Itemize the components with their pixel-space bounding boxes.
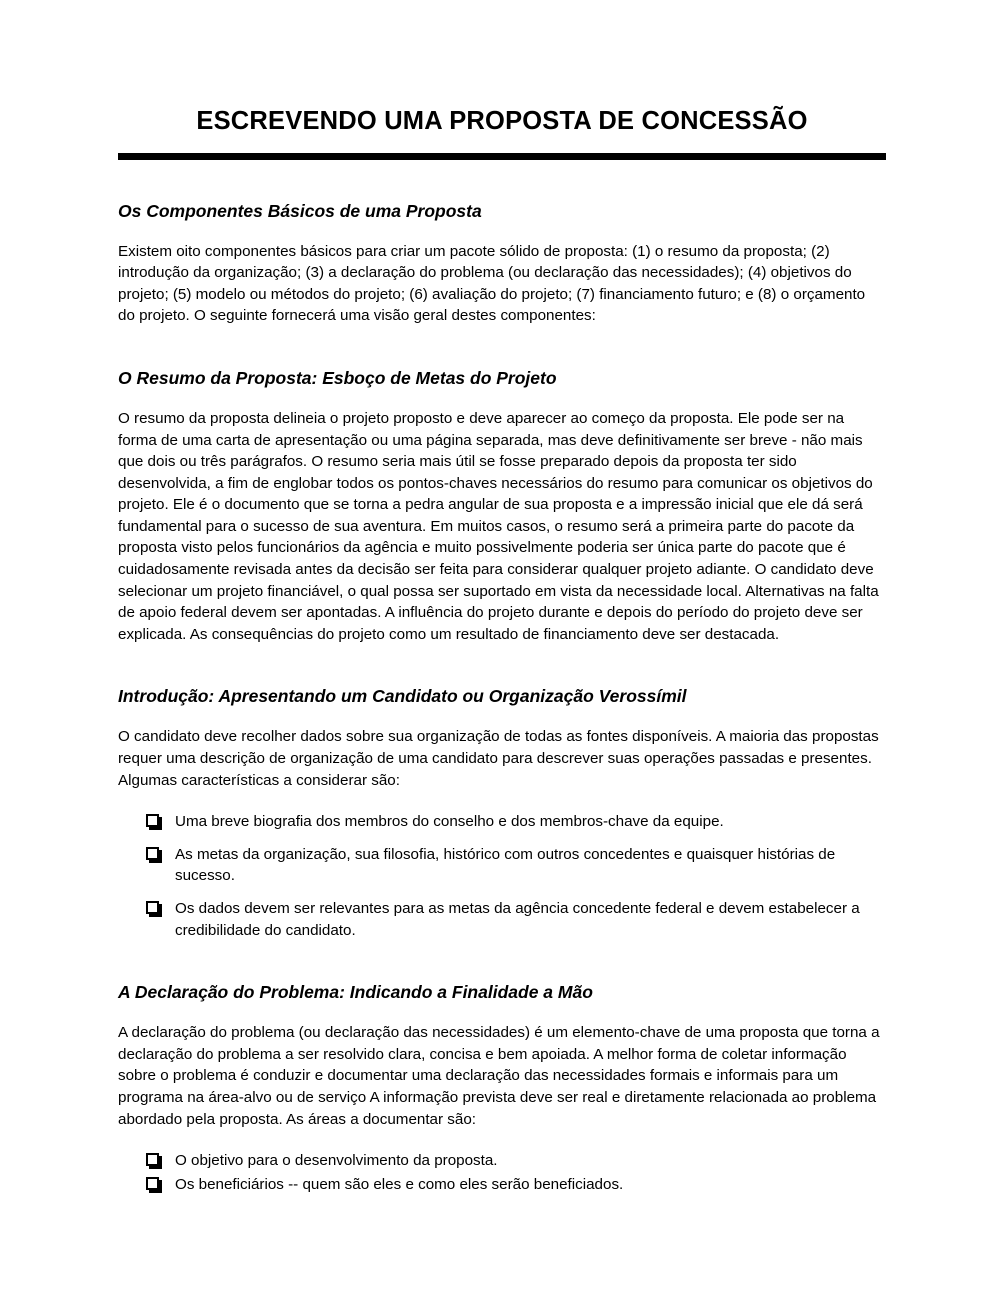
checkbox-icon bbox=[146, 1177, 159, 1190]
title-divider bbox=[118, 153, 886, 160]
bullet-list-introducao bbox=[118, 811, 886, 941]
spacer bbox=[118, 1003, 886, 1022]
list-item bbox=[118, 811, 886, 833]
section-paragraph-introducao: O candidato deve recolher dados sobre sua organização de todas as fontes disponíveis. A maioria das propostas requer uma descrição de organização de uma candidato para descrever suas operações passadas e presentes. Algumas características a considerar são: bbox=[118, 728, 879, 789]
list-item bbox=[118, 898, 886, 941]
checkbox-icon bbox=[146, 814, 159, 827]
list-item-label: As metas da organização, sua filosofia, histórico com outros concedentes e quaisquer histórias de sucesso. bbox=[175, 845, 836, 885]
list-item-label: Os dados devem ser relevantes para as metas da agência concedente federal e devem estabelecer a credibilidade do candidato. bbox=[175, 900, 860, 939]
spacer bbox=[118, 645, 886, 686]
spacer bbox=[118, 791, 886, 811]
list-item-label: Os beneficiários -- quem são eles e como eles serão beneficiados. bbox=[175, 1175, 624, 1193]
spacer bbox=[118, 160, 886, 201]
spacer bbox=[118, 941, 886, 982]
section-heading-componentes: Os Componentes Básicos de uma Proposta bbox=[118, 200, 482, 221]
list-item bbox=[118, 1150, 886, 1172]
checkbox-icon bbox=[146, 847, 159, 860]
section-paragraph-componentes: Existem oito componentes básicos para criar um pacote sólido de proposta: (1) o resumo da proposta; (2) introdução da organização; (3) a declaração do problema (ou declaração das necessidades); (4) objetivos do projeto; (5) modelo ou métodos do projeto; (6) avaliação do projeto; (7) financiamento futuro; e (8) o orçamento do projeto. O seguinte fornecerá uma visão geral destes componentes: bbox=[118, 242, 866, 325]
section-paragraph-declaracao: A declaração do problema (ou declaração das necessidades) é um elemento-chave de uma proposta que torna a declaração do problema a ser resolvido clara, concisa e bem apoiada. A melhor forma de coletar informação sobre o problema é conduzir e documentar uma declaração das necessidades formais e informais para um programa na área-alvo ou de serviço A informação prevista deve ser real e diretamente relacionada ao problema abordado pela proposta. As áreas a documentar são: bbox=[118, 1024, 880, 1128]
spacer bbox=[118, 1130, 886, 1150]
section-paragraph-resumo: O resumo da proposta delineia o projeto proposto e deve aparecer ao começo da proposta. Ele pode ser na forma de uma carta de apresentação ou uma página separada, mas deve definitivamente ser breve - não mais que dois ou três parágrafos. O resumo seria mais útil se fosse preparado depois da proposta ter sido desenvolvida, a fim de englobar todos os pontos-chaves necessários do resumo para comunicar os objetivos do projeto. Ele é o documento que se torna a pedra angular de sua proposta e a impressão inicial que ele dá será fundamental para o sucesso de sua aventura. Em muitos casos, o resumo será a primeira parte do pacote da proposta visto pelos funcionários da agência e muito possivelmente poderia ser única parte do pacote que é cuidadosamente revisada antes da decisão ser feita para considerar qualquer projeto adiante. O candidato deve selecionar um projeto financiável, o qual possa ser suportado em vista da necessidade local. Alternativas na falta de apoio federal devem ser apontadas. A influência do projeto durante e depois do período do projeto deve ser explicada. As consequências do projeto como um resultado de financiamento deve ser destacada. bbox=[118, 409, 879, 643]
spacer bbox=[118, 389, 886, 408]
checkbox-icon bbox=[146, 1153, 159, 1166]
section-heading-introducao: Introdução: Apresentando um Candidato ou Organização Verossímil bbox=[118, 686, 687, 707]
list-item-label: O objetivo para o desenvolvimento da proposta. bbox=[175, 1152, 498, 1170]
bullet-list-declaracao bbox=[118, 1150, 886, 1195]
spacer bbox=[118, 707, 886, 726]
list-item bbox=[118, 844, 886, 887]
section-heading-declaracao: A Declaração do Problema: Indicando a Finalidade a Mão bbox=[118, 982, 593, 1003]
list-item bbox=[118, 1174, 886, 1196]
spacer bbox=[118, 327, 886, 368]
section-heading-resumo: O Resumo da Proposta: Esboço de Metas do Projeto bbox=[118, 367, 557, 388]
page-title: ESCREVENDO UMA PROPOSTA DE CONCESSÃO bbox=[196, 107, 808, 135]
spacer bbox=[118, 222, 886, 241]
list-item-label: Uma breve biografia dos membros do conselho e dos membros-chave da equipe. bbox=[175, 813, 724, 831]
checkbox-icon bbox=[146, 901, 159, 914]
document-content bbox=[118, 0, 886, 1195]
